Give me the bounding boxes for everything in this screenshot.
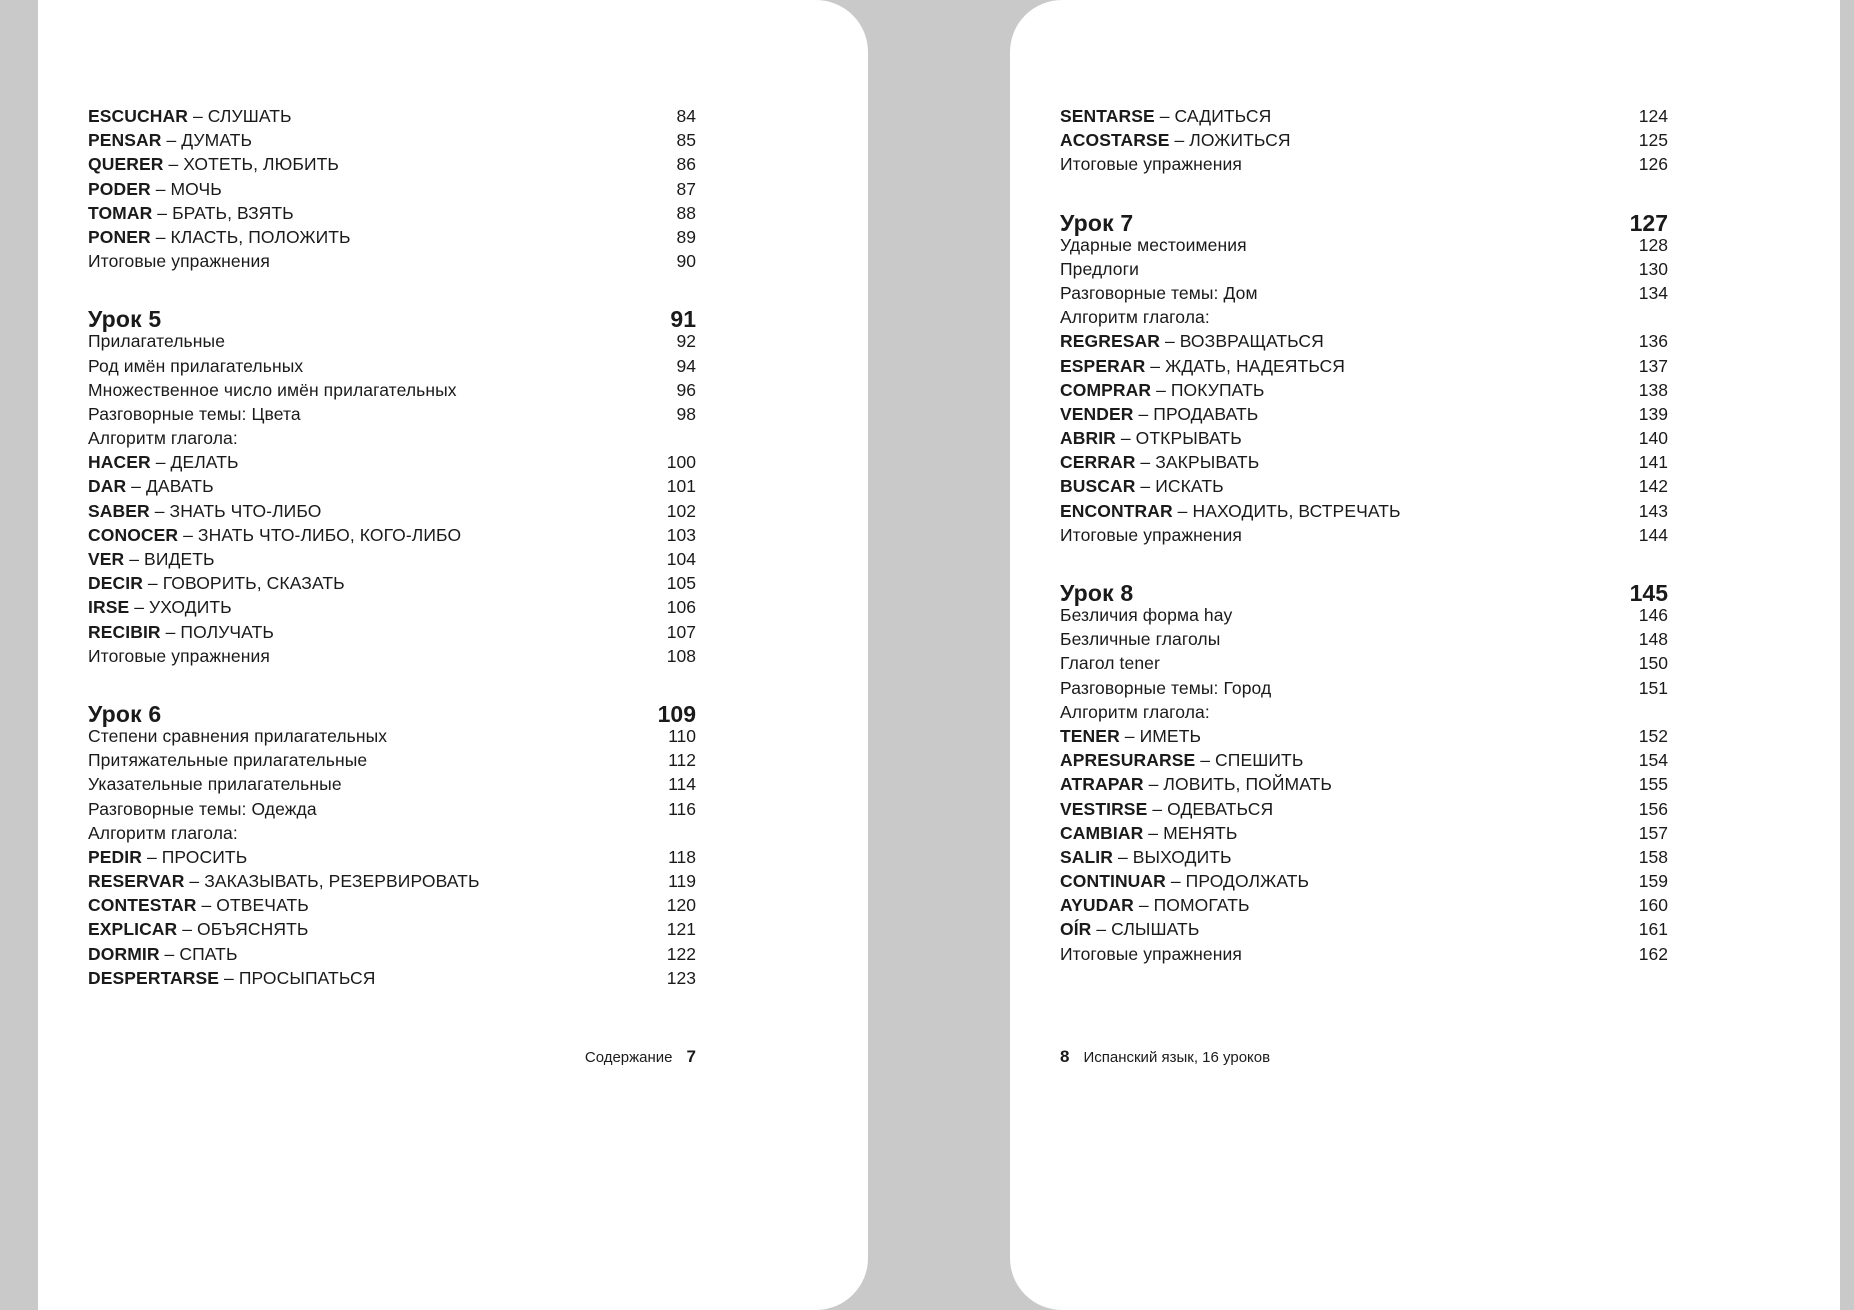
- toc-entry-label: [1060, 752, 1303, 770]
- toc-chapter-row[interactable]: [88, 688, 696, 726]
- toc-entry-page-number: 125: [1638, 130, 1668, 151]
- toc-entry-row[interactable]: [88, 967, 696, 994]
- toc-entry-label: [88, 202, 294, 223]
- toc-entry-term: PEDIR: [88, 846, 142, 867]
- toc-entry-page-number: 103: [666, 524, 696, 545]
- toc-entry-row[interactable]: [1060, 897, 1668, 921]
- toc-entry-row[interactable]: [88, 725, 696, 752]
- toc-entry-label: Прилагательные: [88, 331, 226, 352]
- toc-entry-row[interactable]: [88, 798, 696, 825]
- toc-entry-term: ABRIR: [1060, 428, 1116, 449]
- toc-entry-row[interactable]: [88, 253, 696, 277]
- toc-entry-gloss: – ДЕЛАТЬ: [150, 452, 239, 473]
- toc-entry-label: Урок 7: [1060, 209, 1134, 236]
- toc-entry-row[interactable]: [1060, 234, 1668, 261]
- toc-entry-label: Глагол tener: [1060, 653, 1160, 674]
- toc-entry-row[interactable]: [88, 524, 696, 551]
- toc-entry-page-number: 162: [1638, 943, 1668, 964]
- toc-entry-page-number: 141: [1638, 452, 1668, 473]
- toc-entry-gloss: – ПРОДОЛЖАТЬ: [1165, 871, 1310, 892]
- toc-entry-page-number: 154: [1638, 750, 1668, 771]
- toc-entry-gloss: – ИМЕТЬ: [1119, 725, 1202, 746]
- toc-entry-term: PODER: [88, 178, 151, 199]
- toc-entry-label: Разговорные темы: Дом: [1060, 282, 1258, 303]
- toc-entry-row[interactable]: [1060, 725, 1668, 752]
- toc-entry-row[interactable]: [88, 156, 696, 180]
- toc-entry-label: [1060, 379, 1265, 400]
- toc-entry-page-number: 155: [1638, 774, 1668, 795]
- toc-entry-gloss: – БРАТЬ, ВЗЯТЬ: [152, 202, 294, 223]
- toc-entry-page-number: 118: [668, 846, 696, 867]
- toc-entry-row[interactable]: [1060, 524, 1668, 551]
- toc-entry-term: VESTIRSE: [1060, 798, 1148, 819]
- toc-entry-term: CONOCER: [88, 524, 179, 545]
- section-spacer: [1060, 181, 1668, 197]
- toc-entry-gloss: – ВИДЕТЬ: [124, 549, 215, 569]
- toc-entry-page-number: 148: [1638, 629, 1668, 650]
- toc-entry-row[interactable]: [1060, 776, 1668, 800]
- toc-entry-label: Алгоритм глагола:: [1060, 307, 1210, 328]
- toc-entry-row[interactable]: [1060, 701, 1668, 728]
- toc-entry-page-number: 89: [676, 226, 696, 247]
- toc-entry-gloss: – ОТКРЫВАТЬ: [1115, 428, 1242, 449]
- toc-entry-gloss: – ЗНАТЬ ЧТО-ЛИБО: [149, 500, 322, 521]
- toc-entry-label: Безличия форма hay: [1060, 605, 1233, 625]
- toc-entry-page-number: 137: [1638, 355, 1668, 376]
- toc-entry-term: COMPRAR: [1060, 379, 1152, 400]
- toc-entry-gloss: – ЖДАТЬ, НАДЕЯТЬСЯ: [1145, 355, 1346, 376]
- toc-entry-term: TOMAR: [88, 202, 153, 223]
- toc-entry-term: ESCUCHAR: [88, 106, 188, 126]
- toc-entry-row[interactable]: [1060, 403, 1668, 430]
- toc-entry-term: DESPERTARSE: [88, 967, 220, 988]
- toc-entry-row[interactable]: [1060, 258, 1668, 285]
- toc-entry-page-number: 126: [1638, 154, 1668, 175]
- toc-entry-term: HACER: [88, 452, 151, 473]
- toc-entry-page-number: 104: [666, 549, 696, 569]
- toc-entry-label: [1060, 478, 1224, 496]
- toc-entry-label: [1060, 500, 1401, 521]
- toc-entry-term: SALIR: [1060, 846, 1113, 867]
- toc-entry-page-number: 138: [1638, 379, 1668, 400]
- toc-entry-label: Итоговые упражнения: [88, 645, 270, 666]
- toc-entry-gloss: – УХОДИТЬ: [129, 597, 232, 618]
- toc-entry-term: SABER: [88, 500, 150, 521]
- toc-entry-gloss: – ЛОЖИТЬСЯ: [1169, 130, 1291, 151]
- toc-entry-term: RECIBIR: [88, 621, 161, 642]
- toc-entry-page-number: 101: [666, 476, 696, 497]
- toc-entry-label: [88, 108, 292, 126]
- toc-entry-page-number: 123: [666, 967, 696, 988]
- toc-entry-term: REGRESAR: [1060, 331, 1160, 352]
- section-spacer: [88, 672, 696, 688]
- toc-entry-term: SENTARSE: [1060, 106, 1155, 126]
- toc-entry-row[interactable]: [88, 873, 696, 897]
- toc-entry-page-number: 139: [1638, 403, 1668, 424]
- toc-entry-page-number: 102: [666, 500, 696, 521]
- footer-title-label: Испанский язык, 16 уроков: [1083, 1049, 1271, 1066]
- toc-entry-label: [1060, 897, 1250, 915]
- toc-entry-gloss: – СПАТЬ: [159, 943, 238, 964]
- left-page-footer: [88, 1047, 696, 1067]
- toc-entry-page-number: 142: [1638, 476, 1668, 497]
- toc-entry-label: [88, 178, 222, 199]
- toc-entry-page-number: 90: [676, 251, 696, 272]
- toc-entry-page-number: 92: [676, 331, 696, 352]
- toc-entry-row[interactable]: [1060, 873, 1668, 897]
- toc-entry-gloss: – ЛОВИТЬ, ПОЙМАТЬ: [1143, 774, 1332, 795]
- toc-entry-term: ENCONTRAR: [1060, 500, 1173, 521]
- toc-entry-gloss: – ПОЛУЧАТЬ: [160, 621, 274, 642]
- toc-entry-page-number: 108: [666, 645, 696, 666]
- section-spacer: [1060, 551, 1668, 567]
- page-number: 7: [686, 1047, 696, 1066]
- toc-entry-page-number: 109: [657, 700, 696, 727]
- toc-entry-row[interactable]: [1060, 500, 1668, 527]
- toc-entry-label: Алгоритм глагола:: [88, 428, 238, 449]
- toc-entry-row[interactable]: [1060, 132, 1668, 156]
- toc-entry-term: VENDER: [1060, 403, 1134, 424]
- toc-entry-term: ESPERAR: [1060, 355, 1146, 376]
- toc-entry-label: Итоговые упражнения: [88, 251, 270, 272]
- toc-entry-gloss: – МЕНЯТЬ: [1143, 822, 1238, 843]
- toc-entry-label: [1060, 132, 1291, 150]
- toc-entry-label: [1060, 333, 1324, 351]
- toc-entry-term: PENSAR: [88, 130, 162, 151]
- toc-entry-term: EXPLICAR: [88, 919, 178, 940]
- section-spacer: [88, 277, 696, 293]
- toc-entry-page-number: 128: [1638, 234, 1668, 255]
- toc-entry-page-number: 91: [670, 306, 696, 333]
- toc-entry-label: [1060, 430, 1242, 448]
- toc-entry-gloss: – СПЕШИТЬ: [1195, 750, 1304, 771]
- toc-entry-label: Притяжательные прилагательные: [88, 750, 368, 771]
- toc-entry-label: Урок 5: [88, 306, 162, 333]
- toc-entry-page-number: 140: [1638, 428, 1668, 449]
- toc-entry-gloss: – ДУМАТЬ: [161, 130, 253, 151]
- toc-entry-gloss: – ПОМОГАТЬ: [1133, 895, 1250, 916]
- toc-entry-page-number: 160: [1638, 895, 1668, 916]
- toc-entry-row[interactable]: [88, 202, 696, 229]
- toc-entry-label: [88, 846, 248, 867]
- toc-entry-row[interactable]: [88, 575, 696, 599]
- toc-entry-label: [88, 551, 215, 569]
- toc-entry-page-number: 158: [1638, 846, 1668, 867]
- toc-entry-row[interactable]: [1060, 798, 1668, 825]
- toc-entry-gloss: – ХОТЕТЬ, ЛЮБИТЬ: [163, 154, 340, 175]
- toc-entry-page-number: 122: [666, 943, 696, 964]
- toc-entry-label: Ударные местоимения: [1060, 234, 1247, 255]
- toc-entry-page-number: 114: [668, 774, 696, 795]
- toc-entry-label: Безличные глаголы: [1060, 629, 1221, 650]
- toc-entry-label: Итоговые упражнения: [1060, 943, 1242, 964]
- toc-entry-page-number: 146: [1638, 605, 1668, 625]
- toc-entry-row[interactable]: [1060, 333, 1668, 357]
- toc-entry-gloss: – ЗАКРЫВАТЬ: [1135, 452, 1260, 473]
- toc-entry-page-number: 157: [1638, 822, 1668, 843]
- toc-entry-row[interactable]: [1060, 631, 1668, 655]
- toc-entry-page-number: 161: [1638, 919, 1668, 940]
- toc-entry-row[interactable]: [88, 846, 696, 873]
- toc-entry-page-number: 124: [1638, 106, 1668, 126]
- toc-entry-term: CONTINUAR: [1060, 871, 1166, 892]
- toc-entry-term: DAR: [88, 476, 127, 497]
- toc-entry-term: AYUDAR: [1060, 895, 1134, 916]
- toc-chapter-row[interactable]: [1060, 567, 1668, 605]
- toc-entry-page-number: 143: [1638, 500, 1668, 521]
- toc-entry-row[interactable]: [1060, 655, 1668, 679]
- toc-entry-page-number: 85: [676, 130, 696, 151]
- toc-entry-term: VER: [88, 549, 125, 569]
- toc-entry-row[interactable]: [88, 454, 696, 478]
- toc-entry-label: Разговорные темы: Город: [1060, 677, 1272, 698]
- toc-entry-label: Итоговые упражнения: [1060, 524, 1242, 545]
- toc-entry-page-number: 152: [1638, 725, 1668, 746]
- toc-entry-page-number: 88: [676, 202, 696, 223]
- toc-entry-page-number: 134: [1638, 282, 1668, 303]
- toc-entry-term: OÍR: [1060, 919, 1092, 940]
- toc-entry-label: [88, 599, 232, 617]
- toc-entry-row[interactable]: [88, 226, 696, 253]
- toc-entry-row[interactable]: [1060, 156, 1668, 180]
- toc-entry-gloss: – ГОВОРИТЬ, СКАЗАТЬ: [142, 573, 345, 594]
- toc-entry-row[interactable]: [1060, 752, 1668, 776]
- toc-entry-gloss: – МОЧЬ: [150, 178, 222, 199]
- toc-entry-row[interactable]: [1060, 454, 1668, 478]
- toc-entry-page-number: 96: [676, 379, 696, 400]
- toc-entry-page-number: 119: [668, 871, 696, 892]
- toc-entry-label: [1060, 403, 1259, 424]
- toc-entry-term: RESERVAR: [88, 871, 185, 892]
- toc-entry-label: Алгоритм глагола:: [1060, 701, 1210, 722]
- toc-entry-row[interactable]: [88, 551, 696, 575]
- toc-entry-gloss: – ПОКУПАТЬ: [1151, 379, 1265, 400]
- toc-entry-gloss: – ВОЗВРАЩАТЬСЯ: [1159, 331, 1324, 352]
- toc-entry-page-number: 145: [1629, 580, 1668, 606]
- toc-entry-row[interactable]: [88, 645, 696, 672]
- toc-entry-label: [88, 921, 308, 939]
- toc-entry-label: [88, 156, 339, 174]
- toc-entry-row[interactable]: [88, 943, 696, 970]
- footer-section-label: Содержание: [584, 1049, 673, 1066]
- toc-entry-label: [88, 132, 252, 150]
- toc-entry-label: Множественное число имён прилагательных: [88, 379, 457, 400]
- toc-entry-gloss: – ДАВАТЬ: [126, 476, 214, 497]
- toc-entry-row[interactable]: [88, 403, 696, 430]
- toc-entry-row[interactable]: [88, 500, 696, 527]
- toc-entry-gloss: – ИСКАТЬ: [1135, 476, 1224, 497]
- toc-entry-label: Разговорные темы: Одежда: [88, 798, 317, 819]
- toc-entry-label: Предлоги: [1060, 258, 1139, 279]
- toc-entry-page-number: 107: [666, 621, 696, 642]
- toc-entry-term: IRSE: [88, 597, 130, 618]
- toc-entry-row[interactable]: [88, 333, 696, 357]
- toc-entry-label: [1060, 921, 1199, 939]
- toc-entry-row[interactable]: [88, 178, 696, 205]
- toc-entry-page-number: 86: [676, 154, 696, 175]
- toc-entry-row[interactable]: [88, 108, 696, 132]
- toc-entry-row[interactable]: [1060, 921, 1668, 945]
- toc-entry-row[interactable]: [88, 430, 696, 454]
- page-gutter: [868, 0, 1010, 1310]
- right-page-footer: [1060, 1047, 1668, 1067]
- toc-entry-page-number: 98: [676, 403, 696, 424]
- toc-entry-label: [1060, 846, 1232, 867]
- toc-entry-label: Урок 8: [1060, 580, 1134, 606]
- toc-entry-label: [88, 873, 480, 891]
- toc-right-column: [1060, 108, 1668, 970]
- toc-entry-label: [1060, 873, 1309, 891]
- toc-entry-term: TENER: [1060, 725, 1120, 746]
- toc-entry-row[interactable]: [1060, 309, 1668, 333]
- toc-entry-row[interactable]: [1060, 822, 1668, 849]
- toc-entry-page-number: 144: [1638, 524, 1668, 545]
- toc-entry-label: [1060, 108, 1271, 126]
- toc-entry-row[interactable]: [1060, 282, 1668, 309]
- toc-entry-term: DORMIR: [88, 943, 160, 964]
- toc-entry-label: Указательные прилагательные: [88, 774, 342, 795]
- toc-entry-label: Степени сравнения прилагательных: [88, 725, 388, 746]
- toc-chapter-row[interactable]: [88, 293, 696, 331]
- toc-entry-page-number: 116: [668, 798, 696, 819]
- toc-entry-row[interactable]: [88, 776, 696, 800]
- toc-entry-term: ATRAPAR: [1060, 774, 1144, 795]
- toc-left-column: [88, 108, 696, 994]
- toc-entry-gloss: – КЛАСТЬ, ПОЛОЖИТЬ: [150, 226, 351, 247]
- toc-entry-row[interactable]: [88, 822, 696, 849]
- toc-entry-term: QUERER: [88, 154, 164, 175]
- toc-entry-page-number: 106: [666, 597, 696, 618]
- toc-entry-term: CERRAR: [1060, 452, 1136, 473]
- toc-entry-row[interactable]: [1060, 430, 1668, 454]
- toc-entry-label: Итоговые упражнения: [1060, 154, 1242, 175]
- toc-entry-row[interactable]: [88, 379, 696, 406]
- toc-entry-row[interactable]: [88, 355, 696, 382]
- toc-entry-label: [88, 621, 274, 642]
- toc-entry-gloss: – ОБЪЯСНЯТЬ: [177, 919, 309, 940]
- toc-entry-row[interactable]: [88, 752, 696, 776]
- toc-entry-page-number: 112: [668, 750, 696, 771]
- toc-entry-label: [1060, 454, 1259, 472]
- toc-entry-row[interactable]: [88, 897, 696, 921]
- toc-entry-gloss: – НАХОДИТЬ, ВСТРЕЧАТЬ: [1172, 500, 1401, 521]
- toc-entry-row[interactable]: [1060, 677, 1668, 704]
- page-number: 8: [1060, 1047, 1070, 1066]
- toc-entry-label: Разговорные темы: Цвета: [88, 403, 301, 424]
- toc-entry-row[interactable]: [1060, 607, 1668, 631]
- toc-entry-gloss: – ПРОСЫПАТЬСЯ: [219, 967, 376, 988]
- toc-entry-page-number: 121: [666, 919, 696, 940]
- toc-entry-row[interactable]: [1060, 943, 1668, 970]
- toc-entry-term: APRESURARSE: [1060, 750, 1196, 771]
- toc-entry-label: Алгоритм глагола:: [88, 822, 238, 843]
- toc-entry-row[interactable]: [88, 599, 696, 623]
- toc-entry-label: [88, 575, 345, 593]
- toc-entry-row[interactable]: [1060, 379, 1668, 406]
- toc-entry-row[interactable]: [1060, 108, 1668, 132]
- toc-entry-page-number: 150: [1638, 653, 1668, 674]
- toc-entry-gloss: – СЛУШАТЬ: [187, 106, 292, 126]
- toc-entry-label: Урок 6: [88, 700, 162, 727]
- toc-entry-term: ACOSTARSE: [1060, 130, 1170, 151]
- toc-entry-label: [1060, 798, 1274, 819]
- toc-entry-page-number: 159: [1638, 871, 1668, 892]
- toc-entry-label: [88, 454, 239, 472]
- toc-entry-label: [1060, 776, 1332, 794]
- toc-entry-row[interactable]: [1060, 355, 1668, 382]
- toc-entry-gloss: – САДИТЬСЯ: [1154, 106, 1272, 126]
- toc-entry-label: [88, 967, 376, 988]
- toc-entry-gloss: – ОДЕВАТЬСЯ: [1147, 798, 1274, 819]
- toc-entry-page-number: 100: [666, 452, 696, 473]
- toc-entry-label: Род имён прилагательных: [88, 355, 304, 376]
- toc-entry-page-number: 120: [666, 895, 696, 916]
- toc-entry-gloss: – ОТВЕЧАТЬ: [196, 895, 309, 916]
- toc-entry-page-number: 127: [1629, 209, 1668, 236]
- toc-entry-row[interactable]: [88, 621, 696, 648]
- toc-entry-page-number: 94: [676, 355, 696, 376]
- toc-chapter-row[interactable]: [1060, 197, 1668, 235]
- toc-entry-row[interactable]: [1060, 478, 1668, 502]
- toc-entry-label: [88, 943, 238, 964]
- toc-entry-label: [88, 524, 462, 545]
- toc-entry-page-number: 105: [666, 573, 696, 594]
- toc-entry-page-number: 84: [676, 106, 696, 126]
- toc-entry-gloss: – ВЫХОДИТЬ: [1113, 846, 1232, 867]
- toc-entry-term: CONTESTAR: [88, 895, 197, 916]
- toc-entry-page-number: 130: [1638, 258, 1668, 279]
- toc-entry-label: [88, 226, 351, 247]
- toc-entry-row[interactable]: [88, 921, 696, 945]
- toc-entry-term: PONER: [88, 226, 151, 247]
- toc-entry-gloss: – ПРОСИТЬ: [141, 846, 248, 867]
- toc-entry-row[interactable]: [88, 132, 696, 156]
- toc-entry-label: [88, 500, 322, 521]
- toc-entry-gloss: – ПРОДАВАТЬ: [1133, 403, 1259, 424]
- toc-entry-label: [1060, 355, 1346, 376]
- toc-entry-row[interactable]: [88, 478, 696, 502]
- toc-entry-label: [1060, 822, 1238, 843]
- toc-entry-label: [88, 478, 214, 496]
- toc-entry-page-number: 136: [1638, 331, 1668, 352]
- toc-entry-term: CAMBIAR: [1060, 822, 1144, 843]
- toc-entry-label: [88, 897, 309, 915]
- toc-entry-gloss: – ЗНАТЬ ЧТО-ЛИБО, КОГО-ЛИБО: [178, 524, 462, 545]
- toc-entry-gloss: – СЛЫШАТЬ: [1091, 919, 1200, 940]
- toc-entry-page-number: 87: [676, 178, 696, 199]
- toc-entry-page-number: 156: [1638, 798, 1668, 819]
- toc-entry-label: [1060, 725, 1202, 746]
- toc-entry-gloss: – ЗАКАЗЫВАТЬ, РЕЗЕРВИРОВАТЬ: [184, 871, 480, 892]
- toc-entry-term: DECIR: [88, 573, 143, 594]
- toc-entry-row[interactable]: [1060, 846, 1668, 873]
- toc-entry-term: BUSCAR: [1060, 476, 1136, 497]
- toc-entry-page-number: 151: [1638, 677, 1668, 698]
- toc-entry-page-number: 110: [668, 725, 696, 746]
